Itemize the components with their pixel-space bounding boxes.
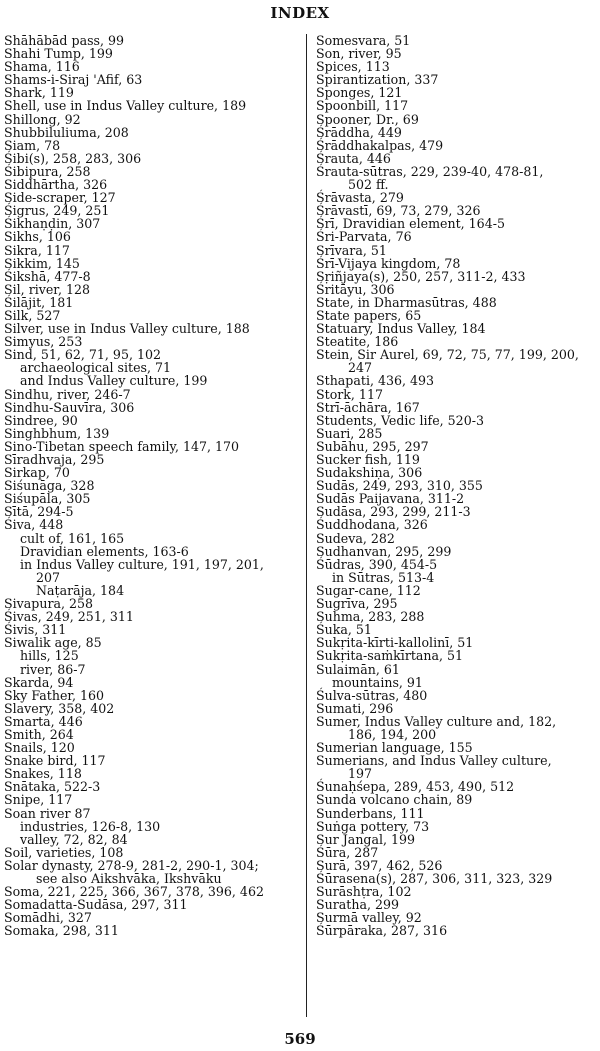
index-entry: Soma, 221, 225, 366, 367, 378, 396, 462: [4, 884, 264, 900]
index-entry: Sirkap, 70: [4, 465, 70, 481]
index-entry: Śibipura, 258: [4, 163, 91, 179]
index-entry: Śrauta-sūtras, 229, 239-40, 478-81,: [316, 163, 544, 179]
index-entry: Sītā, 294-5: [4, 504, 74, 520]
index-entry: Śikshā, 477-8: [4, 268, 91, 284]
index-entry: Śiva, 448: [4, 517, 64, 533]
index-column-left: [4, 34, 302, 937]
index-entry: Shahi Tump, 199: [4, 46, 113, 62]
index-subentry: 186, 194, 200: [348, 726, 437, 742]
index-entry: Siwalik age, 85: [4, 635, 102, 651]
index-entry: Spirantization, 337: [316, 72, 439, 88]
index-subentry: Naṭarāja, 184: [36, 582, 125, 598]
index-entry: Strī-āchāra, 167: [316, 399, 420, 415]
index-entry: Sindree, 90: [4, 412, 78, 428]
index-entry: Śūra, 287: [316, 844, 379, 860]
index-entry: Snake bird, 117: [4, 753, 106, 769]
index-entry: Sumer, Indus Valley culture and, 182,: [316, 713, 557, 729]
index-entry: Śrāvastī, 69, 73, 279, 326: [316, 203, 481, 219]
index-subentry: 197: [348, 766, 373, 782]
index-entry: Soil, varieties, 108: [4, 844, 124, 860]
index-entry: Snātaka, 522-3: [4, 779, 101, 795]
index-entry: Suari, 285: [316, 425, 383, 441]
index-entry: Suratha, 299: [316, 897, 399, 913]
index-entry: Sind, 51, 62, 71, 95, 102: [4, 347, 161, 363]
index-entry: Subāhu, 295, 297: [316, 438, 429, 454]
index-entry: Śilājit, 181: [4, 294, 74, 310]
index-entry: Steatite, 186: [316, 334, 399, 350]
index-entry: State, in Dharmasūtras, 488: [316, 294, 497, 310]
index-subentry: river, 86-7: [20, 661, 86, 677]
index-entry: Suhma, 283, 288: [316, 609, 425, 625]
index-entry: Snipe, 117: [4, 792, 73, 808]
index-subentry: cult of, 161, 165: [20, 530, 125, 546]
index-entry: Surāshṭra, 102: [316, 884, 412, 900]
index-entry: Śrāddhakalpas, 479: [316, 137, 444, 153]
index-entry: Somaka, 298, 311: [4, 923, 119, 939]
index-entry: Śūrpāraka, 287, 316: [316, 923, 448, 939]
index-entry: Spooner, Dr., 69: [316, 111, 419, 127]
index-entry: Silver, use in Indus Valley culture, 188: [4, 321, 250, 337]
index-entry: Surā, 397, 462, 526: [316, 857, 443, 873]
index-entry: Somādhi, 327: [4, 910, 92, 926]
index-entry: Soan river 87: [4, 805, 91, 821]
index-entry: Śrauta, 446: [316, 150, 391, 166]
index-entry: Spoonbill, 117: [316, 98, 409, 114]
index-entry: Siśunāga, 328: [4, 478, 95, 494]
index-entry: Sudhanvan, 295, 299: [316, 543, 452, 559]
index-entry: Śigrus, 249, 251: [4, 203, 110, 219]
index-entry: Shillong, 92: [4, 111, 81, 127]
index-entry: Spices, 113: [316, 59, 390, 75]
index-subentry: 502 ff.: [348, 177, 389, 193]
index-entry: Srīvara, 51: [316, 242, 387, 258]
index-entry: Sudakshiṇa, 306: [316, 465, 423, 481]
index-entry: Śrāddha, 449: [316, 124, 402, 140]
index-entry: Śuka, 51: [316, 622, 372, 638]
index-entry: Sugrīva, 295: [316, 596, 398, 612]
page-number: 569: [284, 1030, 316, 1048]
index-entry: Sur Jangal, 199: [316, 831, 416, 847]
index-entry: Sukṛita-saṁkīrtana, 51: [316, 648, 464, 664]
index-entry: Sky Father, 160: [4, 687, 105, 703]
index-entry: Sivapura, 258: [4, 596, 94, 612]
index-entry: Smarta, 446: [4, 713, 83, 729]
index-entry: Śūrasena(s), 287, 306, 311, 323, 329: [316, 871, 553, 886]
index-entry: Śunaḥśepa, 289, 453, 490, 512: [316, 779, 515, 795]
index-subentry: see also Aikshvāka, Ikshvāku: [36, 871, 222, 886]
index-entry: Śrāvasta, 279: [316, 190, 404, 206]
index-entry: Skarda, 94: [4, 674, 74, 690]
index-subentry: hills, 125: [20, 648, 79, 664]
index-subentry: 207: [36, 569, 61, 585]
index-entry: Simyus, 253: [4, 334, 83, 350]
index-entry: Suṅga pottery, 73: [316, 818, 430, 834]
index-entry: Sudeva, 282: [316, 530, 395, 546]
index-entry: Sikkim, 145: [4, 255, 80, 271]
index-subentry: valley, 72, 82, 84: [20, 831, 128, 847]
index-entry: Somadatta-Sudāsa, 297, 311: [4, 897, 188, 913]
index-entry: Sumati, 296: [316, 700, 394, 716]
index-entry: Surmā valley, 92: [316, 910, 422, 926]
index-entry: Students, Vedic life, 520-3: [316, 412, 484, 428]
index-entry: Sudās, 249, 293, 310, 355: [316, 478, 483, 494]
index-entry: Sindhu-Sauvīra, 306: [4, 399, 135, 415]
index-subentry: in Sūtras, 513-4: [332, 569, 435, 585]
index-entry: Sugar-cane, 112: [316, 582, 421, 598]
index-entry: Sikhs, 106: [4, 229, 71, 245]
index-entry: Sudāsa, 293, 299, 211-3: [316, 504, 471, 520]
index-entry: Sulaimān, 61: [316, 661, 400, 677]
index-entry: Sumerian language, 155: [316, 740, 473, 756]
index-entry: Sunderbans, 111: [316, 805, 425, 821]
index-entry: Shubbiluliuma, 208: [4, 124, 129, 140]
index-entry: Shell, use in Indus Valley culture, 189: [4, 98, 247, 114]
index-entry: Sucker fish, 119: [316, 452, 420, 467]
index-subentry: archaeological sites, 71: [20, 360, 172, 376]
index-entry: Śibi(s), 258, 283, 306: [4, 150, 142, 166]
index-entry: Sukṛita-kīrti-kallolinī, 51: [316, 635, 474, 651]
index-entry: Stein, Sir Aurel, 69, 72, 75, 77, 199, 200,: [316, 347, 579, 363]
index-entry: Sponges, 121: [316, 85, 403, 101]
index-subentry: in Indus Valley culture, 191, 197, 201,: [20, 556, 264, 572]
index-entry: Sīradhvaja, 295: [4, 452, 105, 467]
index-entry: Shark, 119: [4, 85, 74, 101]
index-entry: Smith, 264: [4, 726, 74, 742]
index-entry: Snails, 120: [4, 740, 75, 756]
index-entry: Śivis, 311: [4, 622, 67, 638]
index-entry: Shama, 116: [4, 59, 80, 75]
index-entry: Śuddhodana, 326: [316, 517, 428, 533]
index-entry: Slavery, 358, 402: [4, 700, 115, 716]
index-entry: Somesvara, 51: [316, 33, 411, 48]
index-subentry: 247: [348, 360, 373, 376]
index-entry: Sikra, 117: [4, 242, 70, 258]
column-divider: [306, 34, 307, 1017]
index-subentry: industries, 126-8, 130: [20, 818, 161, 834]
index-entry: Śikhaṇḍin, 307: [4, 216, 101, 232]
index-entry: Śulva-sūtras, 480: [316, 687, 428, 703]
index-entry: Son, river, 95: [316, 46, 402, 62]
index-entry: Siśupāla, 305: [4, 491, 91, 507]
index-heading: INDEX: [270, 4, 330, 22]
index-entry: Sthapati, 436, 493: [316, 373, 435, 389]
index-entry: Shams-i-Siraj 'Afif, 63: [4, 72, 143, 88]
index-entry: Śrī-Vijaya kingdom, 78: [316, 255, 461, 271]
index-column-right: [316, 34, 600, 937]
index-subentry: mountains, 91: [332, 674, 423, 690]
index-entry: Śūdras, 390, 454-5: [316, 556, 438, 572]
index-entry: Statuary, Indus Valley, 184: [316, 321, 486, 337]
index-entry: Siam, 78: [4, 137, 61, 153]
index-entry: Singhbhum, 139: [4, 425, 110, 441]
index-entry: Sunda volcano chain, 89: [316, 792, 473, 808]
index-entry: Solar dynasty, 278-9, 281-2, 290-1, 304;: [4, 857, 259, 873]
index-entry: Sudās Paijavana, 311-2: [316, 491, 465, 507]
index-entry: Stork, 117: [316, 386, 383, 402]
index-entry: Silk, 527: [4, 307, 61, 323]
index-entry: Sindhu, river, 246-7: [4, 386, 131, 402]
index-entry: State papers, 65: [316, 307, 422, 323]
index-entry: Sṛiñjaya(s), 250, 257, 311-2, 433: [316, 268, 526, 284]
index-subentry: and Indus Valley culture, 199: [20, 373, 208, 389]
index-entry: Sino-Tibetan speech family, 147, 170: [4, 438, 240, 454]
index-entry: Sil, river, 128: [4, 281, 90, 297]
index-entry: Śivas, 249, 251, 311: [4, 609, 134, 625]
index-entry: Shāhābād pass, 99: [4, 33, 125, 48]
index-entry: Sumerians, and Indus Valley culture,: [316, 753, 552, 769]
index-entry: Side-scraper, 127: [4, 190, 116, 206]
index-entry: Śritāyu, 306: [316, 281, 395, 297]
index-entry: Siddhārtha, 326: [4, 177, 108, 193]
index-subentry: Dravidian elements, 163-6: [20, 543, 189, 559]
index-entry: Snakes, 118: [4, 766, 82, 782]
index-entry: Śri-Parvata, 76: [316, 229, 412, 245]
index-entry: Śrī, Dravidian element, 164-5: [316, 216, 505, 232]
